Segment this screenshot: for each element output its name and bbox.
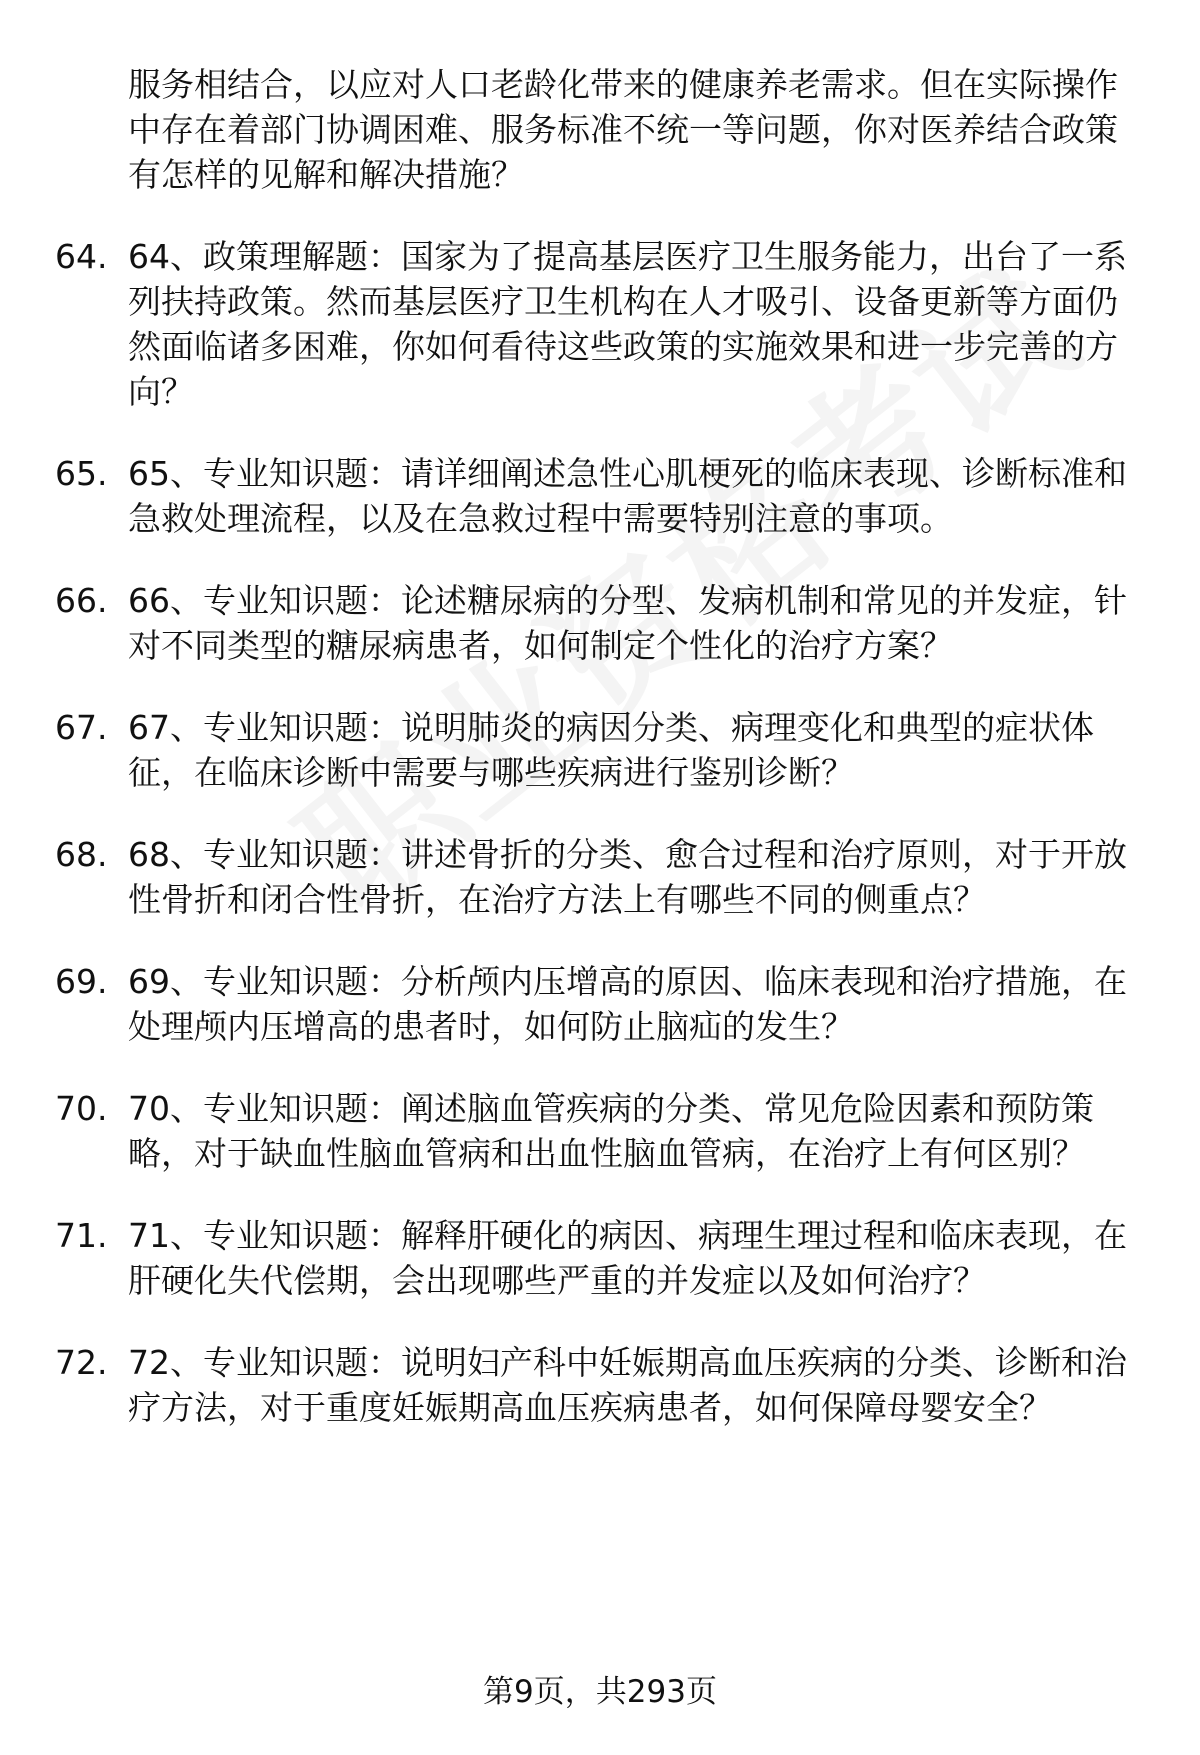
- list-item: [0, 832, 1200, 922]
- item-text: 69、专业知识题：分析颅内压增高的原因、临床表现和治疗措施，在处理颅内压增高的患者时，如何防止脑疝的发生？: [128, 962, 1127, 1046]
- item-number: 68.: [55, 835, 108, 874]
- item-text: 67、专业知识题：说明肺炎的病因分类、病理变化和典型的症状体征，在临床诊断中需要与哪些疾病进行鉴别诊断？: [128, 708, 1094, 792]
- list-item: [0, 1213, 1200, 1303]
- item-number: 67.: [55, 708, 108, 747]
- list-item: [0, 451, 1200, 541]
- question-list: [0, 62, 1200, 1430]
- item-text: 71、专业知识题：解释肝硬化的病因、病理生理过程和临床表现，在肝硬化失代偿期，会出现哪些严重的并发症以及如何治疗？: [128, 1216, 1127, 1300]
- list-item: [0, 705, 1200, 795]
- item-number: 69.: [55, 962, 108, 1001]
- list-item: [0, 234, 1200, 414]
- item-number: 72.: [55, 1343, 108, 1382]
- continuation-paragraph: 服务相结合，以应对人口老龄化带来的健康养老需求。但在实际操作中存在着部门协调困难、服务标准不统一等问题，你对医养结合政策有怎样的见解和解决措施？: [128, 65, 1118, 194]
- item-number: 64.: [55, 237, 108, 276]
- item-text: 64、政策理解题：国家为了提高基层医疗卫生服务能力，出台了一系列扶持政策。然而基层医疗卫生机构在人才吸引、设备更新等方面仍然面临诸多困难，你如何看待这些政策的实施效果和进一步完善的方向？: [128, 237, 1127, 411]
- list-item: [0, 959, 1200, 1049]
- list-item: [0, 1340, 1200, 1430]
- item-text: 65、专业知识题：请详细阐述急性心肌梗死的临床表现、诊断标准和急救处理流程，以及在急救过程中需要特别注意的事项。: [128, 454, 1127, 538]
- page-footer: 第9页，共293页: [483, 1674, 717, 1710]
- item-number: 65.: [55, 454, 108, 493]
- list-item: [0, 578, 1200, 668]
- item-text: 72、专业知识题：说明妇产科中妊娠期高血压疾病的分类、诊断和治疗方法，对于重度妊娠期高血压疾病患者，如何保障母婴安全？: [128, 1343, 1127, 1427]
- item-text: 66、专业知识题：论述糖尿病的分型、发病机制和常见的并发症，针对不同类型的糖尿病患者，如何制定个性化的治疗方案？: [128, 581, 1127, 665]
- item-number: 70.: [55, 1089, 108, 1128]
- item-text: 70、专业知识题：阐述脑血管疾病的分类、常见危险因素和预防策略，对于缺血性脑血管病和出血性脑血管病，在治疗上有何区别？: [128, 1089, 1094, 1173]
- item-number: 66.: [55, 581, 108, 620]
- item-text: 68、专业知识题：讲述骨折的分类、愈合过程和治疗原则，对于开放性骨折和闭合性骨折，在治疗方法上有哪些不同的侧重点？: [128, 835, 1127, 919]
- list-item: [0, 1086, 1200, 1176]
- item-number: 71.: [55, 1216, 108, 1255]
